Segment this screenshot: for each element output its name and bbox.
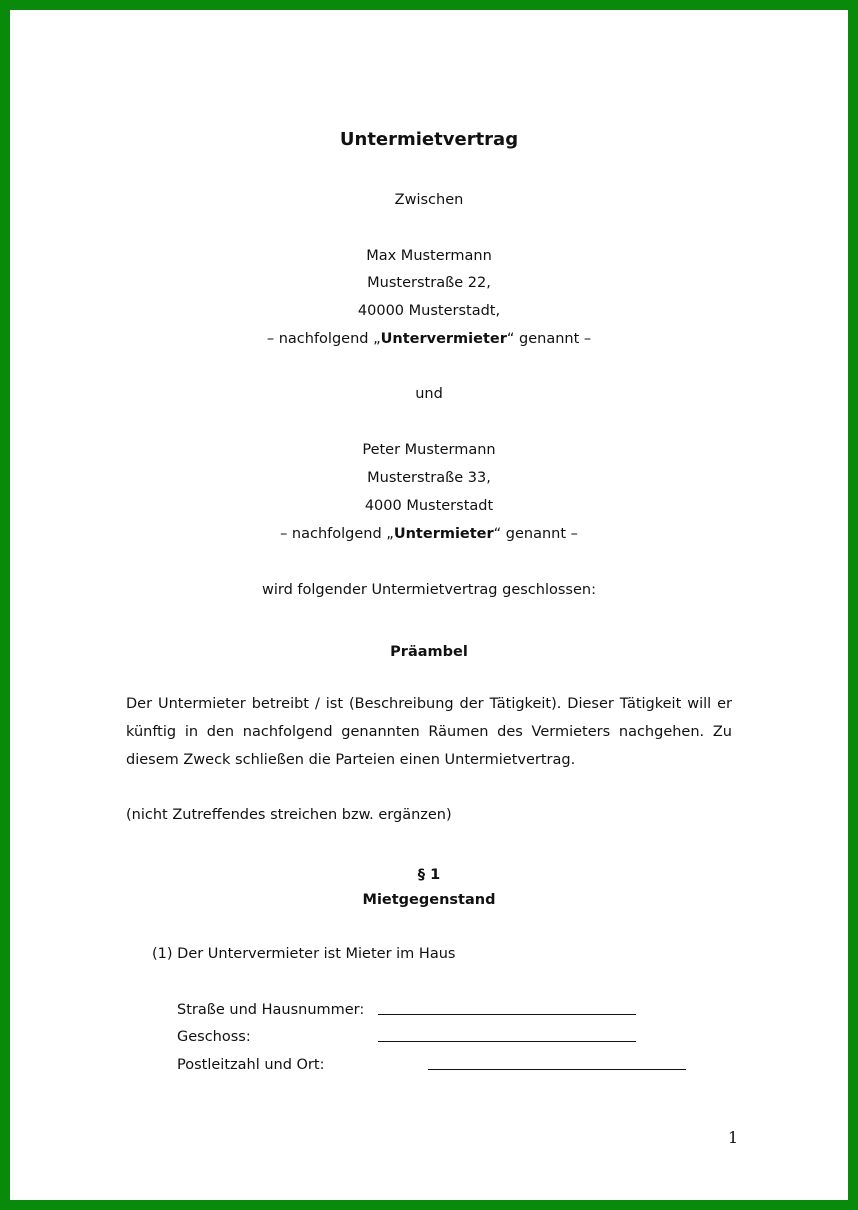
landlord-name: Max Mustermann	[366, 248, 492, 264]
landlord-role-suffix: “ genannt –	[506, 331, 592, 347]
tenant-role-suffix: “ genannt –	[493, 526, 578, 542]
tenant-role-line	[10, 524, 848, 544]
document-title: Untermietvertrag	[339, 129, 519, 150]
between-label: Zwischen	[394, 192, 464, 208]
document-page	[10, 10, 848, 1200]
landlord-role-prefix: – nachfolgend „	[266, 331, 381, 347]
tenant-name: Peter Mustermann	[362, 442, 496, 458]
field-floor-blank[interactable]	[378, 1041, 636, 1042]
tenant-city: 4000 Musterstadt	[364, 498, 494, 514]
tenant-role-prefix: – nachfolgend „	[280, 526, 394, 542]
section-1-number: § 1	[417, 867, 441, 883]
tenant-role: Untermieter	[393, 526, 494, 542]
field-floor-label: Geschoss:	[177, 1029, 251, 1045]
landlord-city: 40000 Musterstadt,	[357, 303, 501, 319]
preamble-text: Der Untermieter betreibt / ist (Beschreibung der Tätigkeit). Dieser Tätigkeit will er künftig in den nachfolgend genannten Räumen des Vermieters nachgehen. Zu diesem Zweck schließen die Parteien einen Untermietvertrag.	[126, 696, 732, 768]
note-text: (nicht Zutreffendes streichen bzw. ergänzen)	[126, 807, 452, 823]
preamble-heading: Präambel	[390, 644, 468, 660]
tenant-street: Musterstraße 33,	[367, 470, 491, 486]
landlord-role: Untervermieter	[380, 331, 507, 347]
page-number: 1	[728, 1128, 739, 1147]
section-1-title: Mietgegenstand	[362, 892, 496, 908]
field-zip-blank[interactable]	[428, 1069, 686, 1070]
field-street-label: Straße und Hausnummer:	[177, 1002, 365, 1018]
landlord-role-line	[10, 329, 848, 349]
concluded-text: wird folgender Untermietvertrag geschlossen:	[262, 582, 596, 598]
clause-1-text: (1) Der Untervermieter ist Mieter im Haus	[152, 946, 456, 962]
field-street-blank[interactable]	[378, 1014, 636, 1015]
landlord-street: Musterstraße 22,	[367, 275, 491, 291]
and-label: und	[415, 386, 443, 402]
field-zip-label: Postleitzahl und Ort:	[177, 1057, 325, 1073]
